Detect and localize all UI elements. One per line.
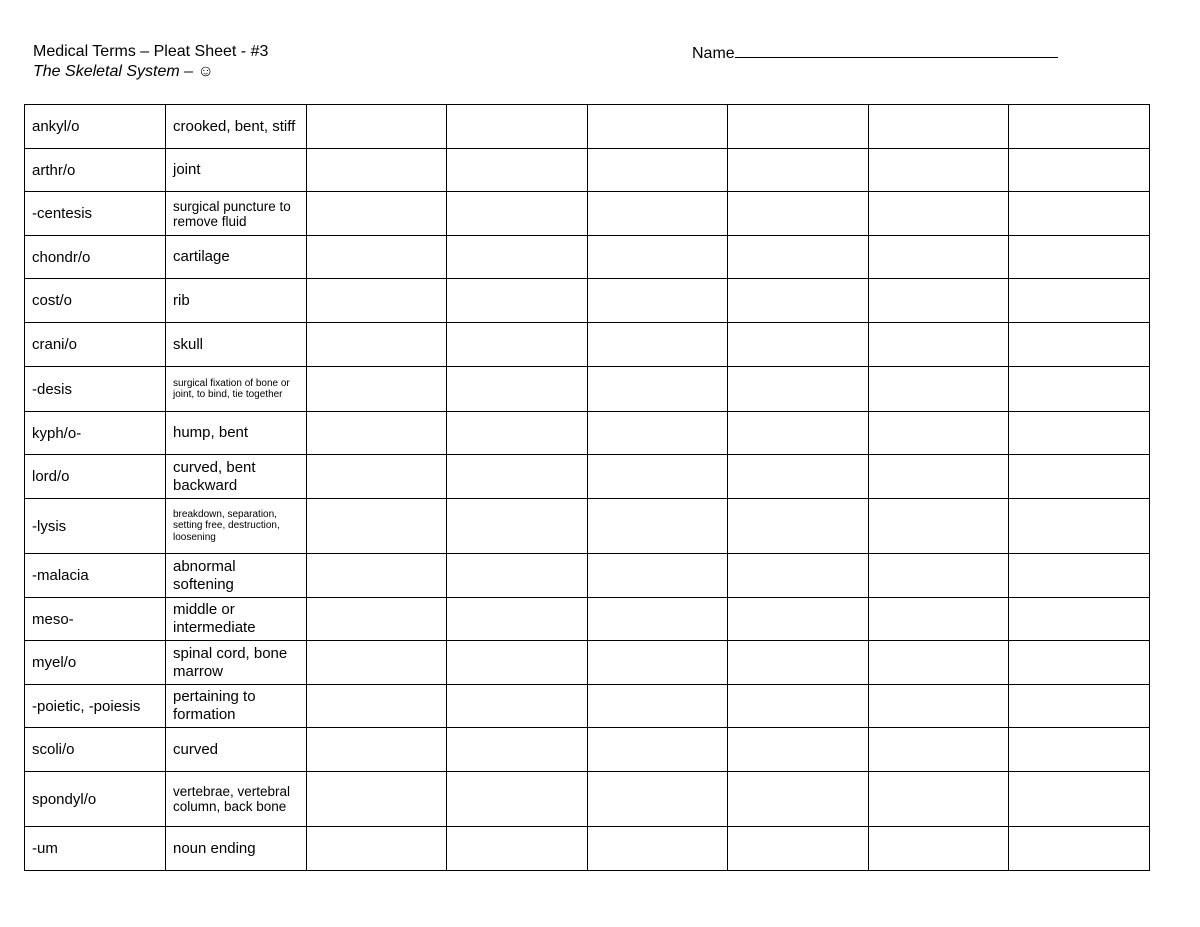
table-row bbox=[25, 728, 1150, 772]
blank-answer-cell[interactable] bbox=[588, 499, 728, 554]
blank-answer-cell[interactable] bbox=[869, 367, 1009, 412]
definition-cell: curved bbox=[166, 728, 307, 772]
blank-answer-cell[interactable] bbox=[307, 367, 447, 412]
blank-answer-cell[interactable] bbox=[588, 827, 728, 871]
blank-answer-cell[interactable] bbox=[728, 554, 869, 598]
table-row bbox=[25, 641, 1150, 685]
blank-answer-cell[interactable] bbox=[447, 279, 588, 323]
table-row bbox=[25, 105, 1150, 149]
blank-answer-cell[interactable] bbox=[1009, 367, 1150, 412]
blank-answer-cell[interactable] bbox=[1009, 236, 1150, 279]
blank-answer-cell[interactable] bbox=[588, 641, 728, 685]
blank-answer-cell[interactable] bbox=[447, 367, 588, 412]
term-cell: crani/o bbox=[25, 323, 166, 367]
name-field[interactable] bbox=[692, 42, 1058, 64]
name-label: Name bbox=[692, 45, 735, 62]
table-row bbox=[25, 827, 1150, 871]
term-cell: arthr/o bbox=[25, 149, 166, 192]
blank-answer-cell[interactable] bbox=[307, 412, 447, 455]
definition-cell: surgical puncture to remove fluid bbox=[166, 192, 307, 236]
term-cell: -centesis bbox=[25, 192, 166, 236]
definition-cell: rib bbox=[166, 279, 307, 323]
table-row bbox=[25, 236, 1150, 279]
blank-answer-cell[interactable] bbox=[588, 685, 728, 728]
term-cell: spondyl/o bbox=[25, 772, 166, 827]
definition-cell: crooked, bent, stiff bbox=[166, 105, 307, 149]
page-title: Medical Terms – Pleat Sheet - #3 bbox=[33, 43, 269, 60]
definition-cell: curved, bent backward bbox=[166, 455, 307, 499]
page-subtitle: The Skeletal System – ☺ bbox=[33, 63, 214, 80]
blank-answer-cell[interactable] bbox=[447, 455, 588, 499]
definition-cell: pertaining to formation bbox=[166, 685, 307, 728]
blank-answer-cell[interactable] bbox=[447, 499, 588, 554]
blank-answer-cell[interactable] bbox=[869, 728, 1009, 772]
definition-cell: middle or intermediate bbox=[166, 598, 307, 641]
sheet-header bbox=[33, 42, 268, 82]
blank-answer-cell[interactable] bbox=[447, 598, 588, 641]
blank-answer-cell[interactable] bbox=[869, 772, 1009, 827]
blank-answer-cell[interactable] bbox=[1009, 323, 1150, 367]
blank-answer-cell[interactable] bbox=[588, 598, 728, 641]
blank-answer-cell[interactable] bbox=[447, 641, 588, 685]
blank-answer-cell[interactable] bbox=[869, 149, 1009, 192]
blank-answer-cell[interactable] bbox=[1009, 279, 1150, 323]
blank-answer-cell[interactable] bbox=[307, 105, 447, 149]
definition-cell: cartilage bbox=[166, 236, 307, 279]
blank-answer-cell[interactable] bbox=[307, 772, 447, 827]
term-cell: -malacia bbox=[25, 554, 166, 598]
blank-answer-cell[interactable] bbox=[728, 192, 869, 236]
blank-answer-cell[interactable] bbox=[307, 554, 447, 598]
definition-cell: joint bbox=[166, 149, 307, 192]
blank-answer-cell[interactable] bbox=[588, 236, 728, 279]
definition-cell: spinal cord, bone marrow bbox=[166, 641, 307, 685]
term-cell: ankyl/o bbox=[25, 105, 166, 149]
definition-cell: surgical fixation of bone or joint, to bind, tie together bbox=[166, 367, 307, 412]
table-row bbox=[25, 412, 1150, 455]
blank-answer-cell[interactable] bbox=[869, 685, 1009, 728]
blank-answer-cell[interactable] bbox=[588, 323, 728, 367]
blank-answer-cell[interactable] bbox=[307, 641, 447, 685]
blank-answer-cell[interactable] bbox=[447, 827, 588, 871]
table-row bbox=[25, 772, 1150, 827]
blank-answer-cell[interactable] bbox=[1009, 149, 1150, 192]
blank-answer-cell[interactable] bbox=[447, 685, 588, 728]
blank-answer-cell[interactable] bbox=[1009, 412, 1150, 455]
blank-answer-cell[interactable] bbox=[728, 412, 869, 455]
term-cell: chondr/o bbox=[25, 236, 166, 279]
table-row bbox=[25, 279, 1150, 323]
blank-answer-cell[interactable] bbox=[307, 598, 447, 641]
blank-answer-cell[interactable] bbox=[588, 149, 728, 192]
definition-cell: breakdown, separation, setting free, destruction, loosening bbox=[166, 499, 307, 554]
blank-answer-cell[interactable] bbox=[728, 367, 869, 412]
table-row bbox=[25, 455, 1150, 499]
blank-answer-cell[interactable] bbox=[728, 105, 869, 149]
blank-answer-cell[interactable] bbox=[588, 105, 728, 149]
table-row bbox=[25, 192, 1150, 236]
definition-cell: skull bbox=[166, 323, 307, 367]
blank-answer-cell[interactable] bbox=[1009, 728, 1150, 772]
blank-answer-cell[interactable] bbox=[588, 279, 728, 323]
blank-answer-cell[interactable] bbox=[1009, 455, 1150, 499]
blank-answer-cell[interactable] bbox=[307, 323, 447, 367]
blank-answer-cell[interactable] bbox=[307, 685, 447, 728]
blank-answer-cell[interactable] bbox=[1009, 598, 1150, 641]
blank-answer-cell[interactable] bbox=[447, 105, 588, 149]
blank-answer-cell[interactable] bbox=[728, 236, 869, 279]
blank-answer-cell[interactable] bbox=[869, 499, 1009, 554]
table-row bbox=[25, 685, 1150, 728]
blank-answer-cell[interactable] bbox=[588, 192, 728, 236]
blank-answer-cell[interactable] bbox=[728, 149, 869, 192]
blank-answer-cell[interactable] bbox=[307, 728, 447, 772]
blank-answer-cell[interactable] bbox=[869, 412, 1009, 455]
blank-answer-cell[interactable] bbox=[307, 827, 447, 871]
term-cell: kyph/o- bbox=[25, 412, 166, 455]
term-cell: -lysis bbox=[25, 499, 166, 554]
term-cell: scoli/o bbox=[25, 728, 166, 772]
blank-answer-cell[interactable] bbox=[447, 192, 588, 236]
blank-answer-cell[interactable] bbox=[588, 728, 728, 772]
blank-answer-cell[interactable] bbox=[1009, 105, 1150, 149]
blank-answer-cell[interactable] bbox=[728, 827, 869, 871]
definition-cell: hump, bent bbox=[166, 412, 307, 455]
blank-answer-cell[interactable] bbox=[1009, 192, 1150, 236]
term-cell: -poietic, -poiesis bbox=[25, 685, 166, 728]
blank-answer-cell[interactable] bbox=[588, 412, 728, 455]
blank-answer-cell[interactable] bbox=[1009, 772, 1150, 827]
blank-answer-cell[interactable] bbox=[307, 499, 447, 554]
blank-answer-cell[interactable] bbox=[728, 499, 869, 554]
blank-answer-cell[interactable] bbox=[728, 641, 869, 685]
blank-answer-cell[interactable] bbox=[447, 236, 588, 279]
blank-answer-cell[interactable] bbox=[588, 554, 728, 598]
blank-answer-cell[interactable] bbox=[1009, 499, 1150, 554]
blank-answer-cell[interactable] bbox=[869, 236, 1009, 279]
blank-answer-cell[interactable] bbox=[307, 279, 447, 323]
blank-answer-cell[interactable] bbox=[307, 455, 447, 499]
terms-table bbox=[24, 104, 1150, 871]
blank-answer-cell[interactable] bbox=[307, 149, 447, 192]
terms-table-body bbox=[25, 105, 1150, 871]
blank-answer-cell[interactable] bbox=[869, 192, 1009, 236]
term-cell: meso- bbox=[25, 598, 166, 641]
blank-answer-cell[interactable] bbox=[447, 323, 588, 367]
table-row bbox=[25, 149, 1150, 192]
blank-answer-cell[interactable] bbox=[307, 236, 447, 279]
blank-answer-cell[interactable] bbox=[869, 105, 1009, 149]
blank-answer-cell[interactable] bbox=[869, 323, 1009, 367]
blank-answer-cell[interactable] bbox=[447, 772, 588, 827]
blank-answer-cell[interactable] bbox=[869, 641, 1009, 685]
definition-cell: vertebrae, vertebral column, back bone bbox=[166, 772, 307, 827]
table-row bbox=[25, 367, 1150, 412]
blank-answer-cell[interactable] bbox=[728, 772, 869, 827]
table-row bbox=[25, 499, 1150, 554]
term-cell: -um bbox=[25, 827, 166, 871]
blank-answer-cell[interactable] bbox=[869, 827, 1009, 871]
term-cell: lord/o bbox=[25, 455, 166, 499]
blank-answer-cell[interactable] bbox=[588, 367, 728, 412]
blank-answer-cell[interactable] bbox=[447, 412, 588, 455]
name-blank-line[interactable] bbox=[735, 42, 1058, 58]
definition-cell: noun ending bbox=[166, 827, 307, 871]
table-row bbox=[25, 554, 1150, 598]
blank-answer-cell[interactable] bbox=[869, 598, 1009, 641]
table-row bbox=[25, 598, 1150, 641]
blank-answer-cell[interactable] bbox=[1009, 827, 1150, 871]
term-cell: cost/o bbox=[25, 279, 166, 323]
blank-answer-cell[interactable] bbox=[307, 192, 447, 236]
blank-answer-cell[interactable] bbox=[588, 455, 728, 499]
blank-answer-cell[interactable] bbox=[447, 728, 588, 772]
blank-answer-cell[interactable] bbox=[869, 554, 1009, 598]
blank-answer-cell[interactable] bbox=[588, 772, 728, 827]
blank-answer-cell[interactable] bbox=[447, 554, 588, 598]
blank-answer-cell[interactable] bbox=[1009, 554, 1150, 598]
blank-answer-cell[interactable] bbox=[728, 455, 869, 499]
blank-answer-cell[interactable] bbox=[728, 323, 869, 367]
blank-answer-cell[interactable] bbox=[1009, 685, 1150, 728]
table-row bbox=[25, 323, 1150, 367]
term-cell: -desis bbox=[25, 367, 166, 412]
blank-answer-cell[interactable] bbox=[447, 149, 588, 192]
blank-answer-cell[interactable] bbox=[728, 279, 869, 323]
term-cell: myel/o bbox=[25, 641, 166, 685]
definition-cell: abnormal softening bbox=[166, 554, 307, 598]
blank-answer-cell[interactable] bbox=[869, 455, 1009, 499]
blank-answer-cell[interactable] bbox=[728, 685, 869, 728]
blank-answer-cell[interactable] bbox=[869, 279, 1009, 323]
blank-answer-cell[interactable] bbox=[728, 598, 869, 641]
blank-answer-cell[interactable] bbox=[728, 728, 869, 772]
blank-answer-cell[interactable] bbox=[1009, 641, 1150, 685]
